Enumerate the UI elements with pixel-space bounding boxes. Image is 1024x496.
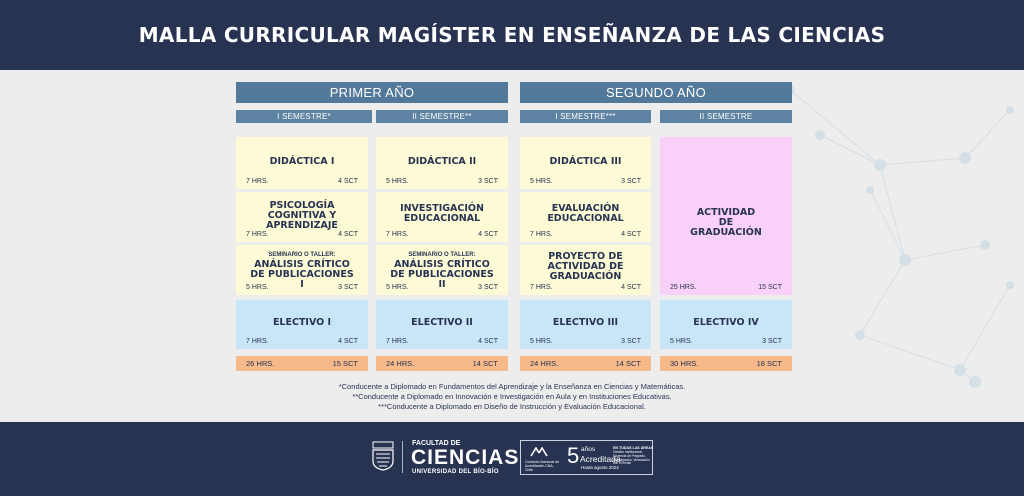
course-hours: 5 HRS. — [386, 284, 409, 291]
university-name: UNIVERSIDAD DEL BÍO-BÍO — [412, 469, 499, 475]
course-title: PSICOLOGÍA COGNITIVA Y APRENDIZAJE — [266, 200, 338, 231]
course-title: DIDÁCTICA III — [549, 156, 622, 167]
accreditation-areas: Gestión Institucional, Docencia de Pregrado, Investigación, Vinculación con el medio — [613, 450, 650, 466]
course-title: EVALUACIÓN EDUCACIONAL — [547, 203, 624, 224]
total-credits: 14 SCT — [472, 359, 498, 368]
course-hours: 7 HRS. — [246, 231, 269, 238]
course-credits: 4 SCT — [338, 178, 358, 185]
course-proyecto-graduacion — [520, 245, 651, 295]
accreditation-years-word: años — [581, 446, 596, 453]
page-header — [0, 0, 1024, 70]
footnotes — [0, 382, 1024, 412]
course-title: INVESTIGACIÓN EDUCACIONAL — [400, 203, 484, 224]
course-evaluacion — [520, 192, 651, 242]
accreditation-years: 5 — [567, 443, 580, 468]
course-credits: 4 SCT — [338, 231, 358, 238]
faculty-label: FACULTAD DE — [412, 440, 461, 447]
course-credits: 3 SCT — [338, 284, 358, 291]
course-title: DIDÁCTICA II — [407, 156, 477, 167]
semester-total — [376, 356, 508, 371]
accreditation-areas-title: EN TODAS LAS ÁREAS — [613, 446, 654, 450]
course-hours: 25 HRS. — [670, 284, 697, 291]
university-crest-icon — [372, 441, 394, 471]
course-hours: 7 HRS. — [530, 284, 553, 291]
footnote: **Conducente a Diplomado en Innovación e Investigación en Aula y en Instituciones Educativas. — [352, 392, 672, 401]
cna-logo-icon — [530, 447, 548, 457]
course-hours: 5 HRS. — [530, 178, 553, 185]
total-hours: 24 HRS. — [386, 359, 415, 368]
total-credits: 15 SCT — [332, 359, 358, 368]
year-label: SEGUNDO AÑO — [605, 85, 707, 100]
total-credits: 18 SCT — [756, 359, 782, 368]
course-electivo-3 — [520, 300, 651, 349]
semester-label: I SEMESTRE*** — [555, 112, 616, 121]
course-credits: 4 SCT — [478, 231, 498, 238]
course-credits: 4 SCT — [478, 338, 498, 345]
course-title: ELECTIVO IV — [693, 317, 759, 328]
faculty-name: CIENCIAS — [411, 446, 520, 469]
accreditation-until: Hasta agosto 2024 — [581, 465, 619, 470]
course-hours: 5 HRS. — [246, 284, 269, 291]
course-credits: 15 SCT — [758, 284, 782, 291]
course-title: ANÁLISIS CRÍTICO DE PUBLICACIONES II — [390, 259, 494, 290]
course-title: ELECTIVO I — [272, 317, 332, 328]
course-title: ACTIVIDAD DE GRADUACIÓN — [690, 207, 762, 238]
total-credits: 14 SCT — [615, 359, 641, 368]
course-credits: 3 SCT — [621, 338, 641, 345]
course-hours: 7 HRS. — [386, 231, 409, 238]
semester-header — [376, 110, 508, 123]
course-hours: 5 HRS. — [386, 178, 409, 185]
course-title: DIDÁCTICA I — [269, 156, 335, 167]
course-credits: 3 SCT — [762, 338, 782, 345]
footnote: ***Conducente a Diplomado en Diseño de Instrucción y Evaluación Educacional. — [378, 402, 646, 411]
year-header-second — [520, 82, 792, 103]
course-title: ANÁLISIS CRÍTICO DE PUBLICACIONES I — [250, 259, 354, 290]
year-label: PRIMER AÑO — [329, 85, 415, 100]
semester-total — [236, 356, 368, 371]
course-analisis-critico-2 — [376, 245, 508, 295]
course-investigacion — [376, 192, 508, 242]
semester-label: II SEMESTRE** — [412, 112, 472, 121]
course-actividad-graduacion — [660, 137, 792, 295]
course-electivo-4 — [660, 300, 792, 349]
course-credits: 3 SCT — [478, 178, 498, 185]
semester-total — [660, 356, 792, 371]
course-hours: 5 HRS. — [530, 338, 553, 345]
footnote: *Conducente a Diplomado en Fundamentos del Aprendizaje y la Enseñanza en Ciencias y Matemáticas. — [338, 382, 686, 391]
semester-header — [520, 110, 651, 123]
course-electivo-1 — [236, 300, 368, 349]
course-hours: 5 HRS. — [670, 338, 693, 345]
course-psicologia — [236, 192, 368, 242]
course-title: ELECTIVO III — [552, 317, 619, 328]
course-credits: 4 SCT — [621, 231, 641, 238]
course-title: ELECTIVO II — [411, 317, 473, 328]
course-didactica-2 — [376, 137, 508, 189]
course-title: PROYECTO DE ACTIVIDAD DE GRADUACIÓN — [547, 251, 624, 282]
divider — [402, 441, 403, 473]
course-hours: 7 HRS. — [246, 178, 269, 185]
semester-header — [236, 110, 372, 123]
semester-label: II SEMESTRE — [699, 112, 753, 121]
course-hours: 7 HRS. — [246, 338, 269, 345]
course-prefix: SEMINARIO O TALLER: — [408, 252, 476, 258]
course-didactica-1 — [236, 137, 368, 189]
semester-total — [520, 356, 651, 371]
semester-header — [660, 110, 792, 123]
course-credits: 3 SCT — [478, 284, 498, 291]
semester-label: I SEMESTRE* — [277, 112, 331, 121]
network-background — [0, 70, 1024, 422]
course-credits: 3 SCT — [621, 178, 641, 185]
course-prefix: SEMINARIO O TALLER: — [268, 252, 336, 258]
course-electivo-2 — [376, 300, 508, 349]
course-hours: 7 HRS. — [386, 338, 409, 345]
total-hours: 30 HRS. — [670, 359, 699, 368]
total-hours: 24 HRS. — [530, 359, 559, 368]
course-didactica-3 — [520, 137, 651, 189]
course-credits: 4 SCT — [338, 338, 358, 345]
total-hours: 26 HRS. — [246, 359, 275, 368]
page-title: MALLA CURRICULAR MAGÍSTER EN ENSEÑANZA DE LAS CIENCIAS — [138, 23, 886, 47]
course-hours: 7 HRS. — [530, 231, 553, 238]
accreditation-status: Acreditada — [580, 454, 621, 464]
year-header-first — [236, 82, 508, 103]
accreditation-org: Comisión Nacional de Acreditación CNA-Chile — [525, 460, 560, 472]
course-credits: 4 SCT — [621, 284, 641, 291]
course-analisis-critico-1 — [236, 245, 368, 295]
